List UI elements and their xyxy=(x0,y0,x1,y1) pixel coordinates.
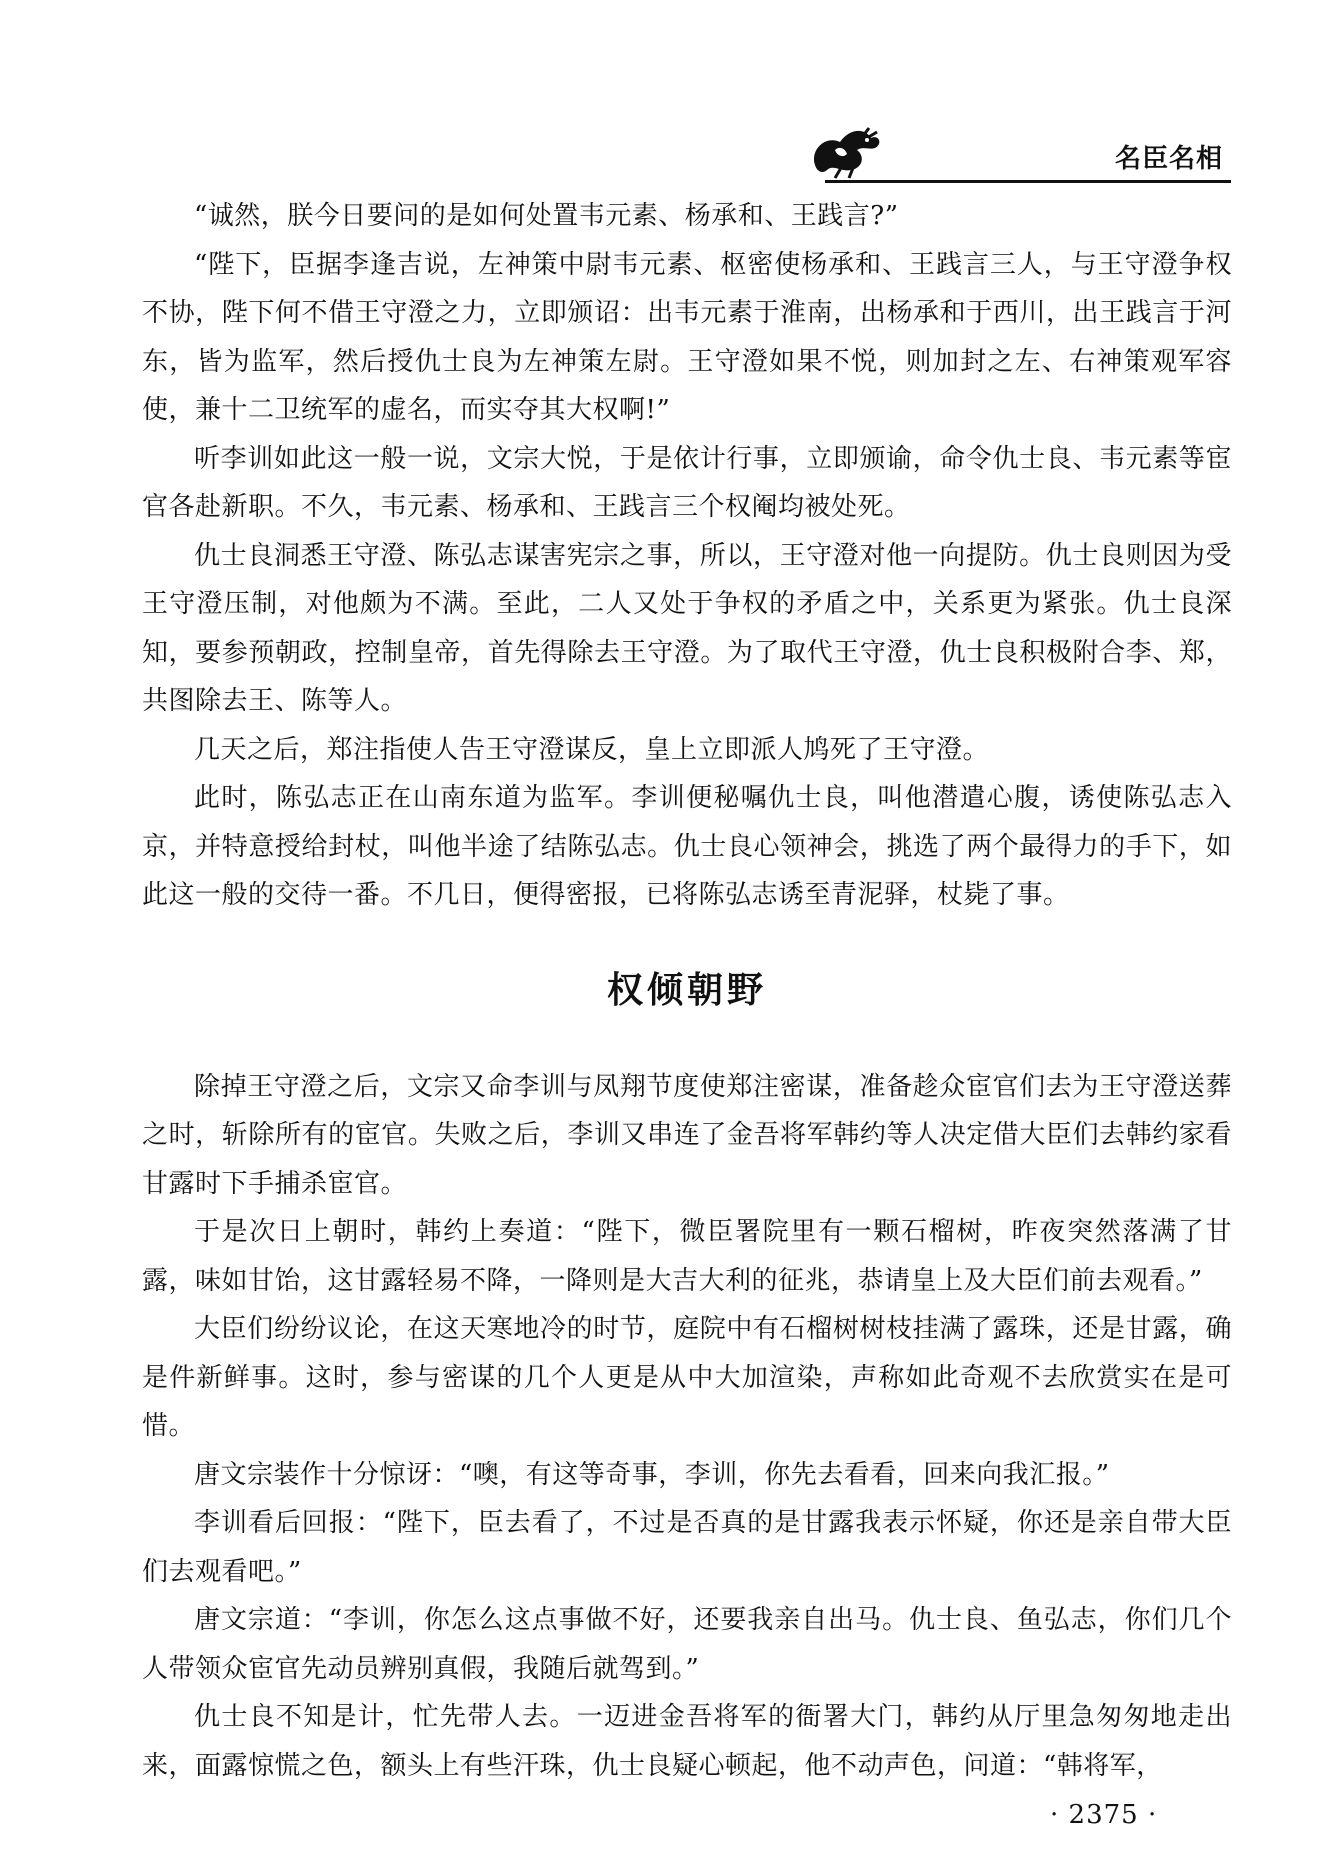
page-number: · 2375 · xyxy=(1050,1800,1158,1830)
paragraph: 于是次日上朝时，韩约上奏道：“陛下，微臣署院里有一颗石榴树，昨夜突然落满了甘露，味如甘饴，这甘露轻易不降，一降则是大吉大利的征兆，恭请皇上及大臣们前去观看。” xyxy=(142,1217,1232,1296)
paragraph: “陛下，臣据李逢吉说，左神策中尉韦元素、枢密使杨承和、王践言三人，与王守澄争权不协，陛下何不借王守澄之力，立即颁诏：出韦元素于淮南，出杨承和于西川，出王践言于河东，皆为监军，然后授仇士良为左神策左尉。王守澄如果不悦，则加封之左、右神策观军容使，兼十二卫统军的虚名，而实夺其大权啊!” xyxy=(142,249,1232,425)
section-heading: 权倾朝野 xyxy=(606,969,767,1011)
paragraph: 除掉王守澄之后，文宗又命李训与凤翔节度使郑注密谋，准备趁众宦官们去为王守澄送葬之时，斩除所有的宦官。失败之后，李训又串连了金吾将军韩约等人决定借大臣们去韩约家看甘露时下手捕杀宦官。 xyxy=(142,1071,1232,1199)
paragraph: 仇士良洞悉王守澄、陈弘志谋害宪宗之事，所以，王守澄对他一向提防。仇士良则因为受王守澄压制，对他颇为不满。至此，二人又处于争权的矛盾之中，关系更为紧张。仇士良深知，要参预朝政，控制皇帝，首先得除去王守澄。为了取代王守澄，仇士良积极附合李、郑，共图除去王、陈等人。 xyxy=(142,540,1232,716)
dragon-emblem-icon xyxy=(805,120,885,180)
section-title: 名臣名相 xyxy=(1114,144,1223,174)
paragraph: 唐文宗装作十分惊讶：“噢，有这等奇事，李训，你先去看看，回来向我汇报。” xyxy=(194,1459,1110,1490)
page-body xyxy=(142,192,1232,1790)
paragraph: 李训看后回报：“陛下，臣去看了，不过是否真的是甘露我表示怀疑，你还是亲自带大臣们去观看吧。” xyxy=(142,1508,1232,1587)
paragraph: 听李训如此这一般一说，文宗大悦，于是依计行事，立即颁谕，命令仇士良、韦元素等宦官各赴新职。不久，韦元素、杨承和、王践言三个权阉均被处死。 xyxy=(142,443,1232,522)
header-rule xyxy=(825,180,1231,183)
paragraph: 唐文宗道：“李训，你怎么这点事做不好，还要我亲自出马。仇士良、鱼弘志，你们几个人带领众宦官先动员辨别真假，我随后就驾到。” xyxy=(142,1605,1232,1684)
paragraph: “诚然，朕今日要问的是如何处置韦元素、杨承和、王践言?” xyxy=(194,201,899,231)
paragraph: 几天之后，郑注指使人告王守澄谋反，皇上立即派人鸠死了王守澄。 xyxy=(194,734,990,765)
paragraph: 大臣们纷纷议论，在这天寒地冷的时节，庭院中有石榴树树枝挂满了露珠，还是甘露，确是件新鲜事。这时，参与密谋的几个人更是从中大加渲染，声称如此奇观不去欣赏实在是可惜。 xyxy=(142,1314,1232,1441)
paragraph: 仇士良不知是计，忙先带人去。一迈进金吾将军的衙署大门，韩约从厅里急匆匆地走出来，面露惊慌之色，额头上有些汗珠，仇士良疑心顿起，他不动声色，问道：“韩将军， xyxy=(142,1702,1232,1781)
paragraph: 此时，陈弘志正在山南东道为监军。李训便秘嘱仇士良，叫他潜遣心腹，诱使陈弘志入京，并特意授给封杖，叫他半途了结陈弘志。仇士良心领神会，挑选了两个最得力的手下，如此这一般的交待一番。不几日，便得密报，已将陈弘志诱至青泥驿，杖毙了事。 xyxy=(142,783,1232,910)
page-header xyxy=(805,110,1231,185)
